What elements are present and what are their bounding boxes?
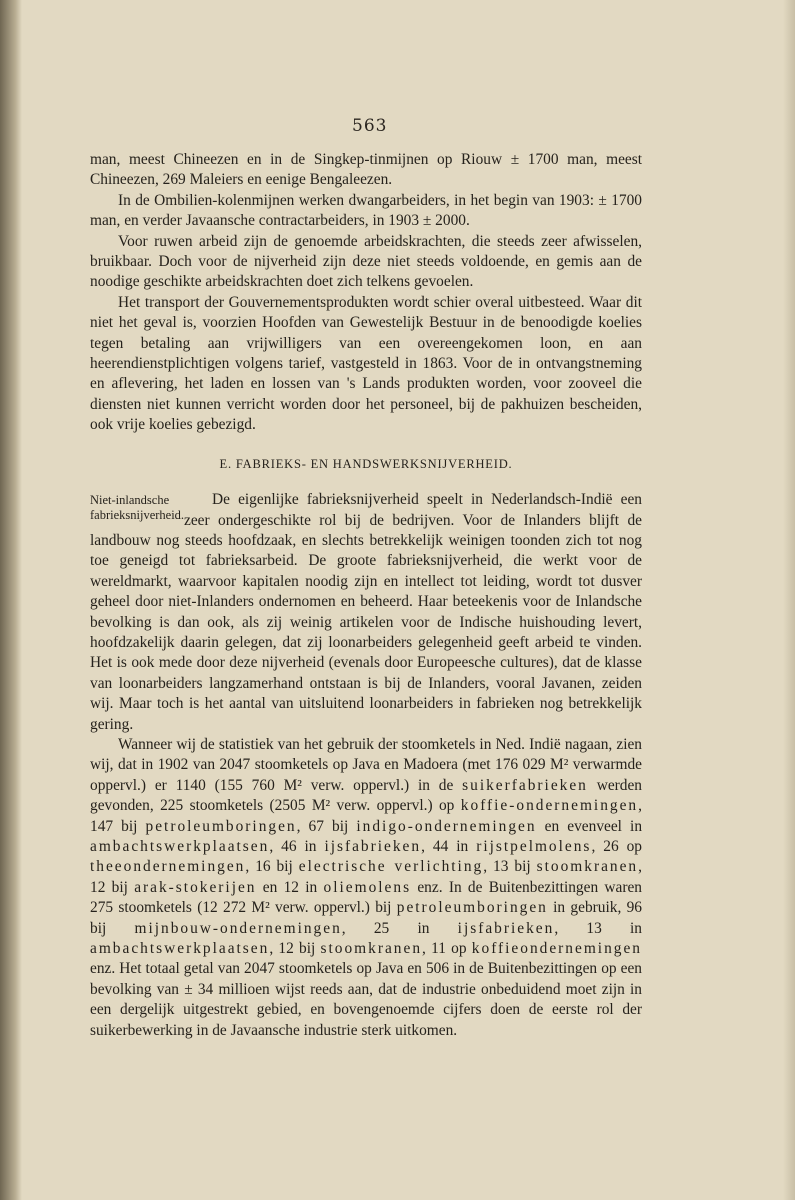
emphasised-term: arak-stokerijen xyxy=(134,878,257,896)
margin-note: Niet-inlandsche fabrieksnijverheid. xyxy=(90,493,185,523)
emphasised-term: indigo-ondernemingen xyxy=(356,817,537,835)
emphasised-term: ambachtswerkplaatsen xyxy=(90,838,270,855)
emphasised-term: koffie-ondernemingen xyxy=(460,797,639,815)
text-run: en evenveel in xyxy=(536,817,643,835)
emphasised-term: electrische verlichting xyxy=(298,858,484,876)
emphasised-term: oliemolens xyxy=(323,878,412,896)
text-run: , 12 bij xyxy=(90,858,642,896)
text-run: enz. In de Buitenbezittingen waren 275 stoomketels (12 272 M² verw. oppervl.) bij xyxy=(90,878,643,917)
text-run: en 12 in xyxy=(256,878,324,896)
emphasised-term: mijnbouw-ondernemingen xyxy=(134,919,342,937)
emphasised-term: stoomkranen xyxy=(320,940,423,958)
emphasised-term: rijstpelmolens xyxy=(476,838,592,855)
emphasised-term: ijsfabrieken xyxy=(457,919,555,937)
emphasised-term: petroleumboringen xyxy=(145,817,297,835)
text-run: werden gevonden, 225 stoomketels (2505 M² verw. oppervl.) op xyxy=(90,776,642,815)
emphasised-term: suikerfabrieken xyxy=(462,776,588,794)
page-binding-shadow xyxy=(0,0,22,1200)
section-paragraph-1: De eigenlijke fabrieksnijverheid speelt in Nederlandsch-Indië een zeer ondergeschikte rol bij de bedrijven. Voor de Inlanders blijft de landbouw nog steeds hoofdzaak, en slechts betrekkelijk weinigen toonden zich tot nog toe geneigd tot fabrieksarbeid. De groote fabrieksnijverheid, die werkt voor de wereldmarkt, waarvoor kapitalen noodig zijn en intellect tot leiding, wordt tot dusver geheel door niet-Inlanders ondernomen en beheerd. Haar beteekenis voor de Inlandsche bevolking is dan ook, als zij weinig artikelen voor de Indische huishouding levert, hoofdzakelijk daarin gelegen, dat zij loonarbeiders gelegenheid geeft arbeid te vinden. Het is ook mede door deze nijverheid (evenals door Europeesche cultures), dat de klasse van loonarbeiders langzamerhand ontstaan is bij de Inlanders, vooral Javanen, zeiden wij. Maar toch is het aantal van uitsluitend loonarbeiders in fabrieken nog betrekkelijk gering. xyxy=(90,491,642,733)
text-run: , 16 bij xyxy=(245,858,299,876)
paragraph-4: Het transport der Gouvernementsprodukten wordt schier overal uitbesteed. Waar dit niet het geval is, voorzien Hoofden van Gewestelijk Bestuur in de benoodigde koelies tegen betaling aan vrijwilligers van een overeengekomen loon, en aan heerendienstplichtigen volgens tarief, vastgesteld in 1863. Voor de in ontvangstneming en aflevering, het laden en lossen van 's Lands produkten worden, voor zooveel die diensten niet kunnen verricht worden door het personeel, bij de pakhuizen bescheiden, ook vrije koelies gebezigd. xyxy=(90,293,642,434)
text-run: , 46 in xyxy=(269,838,325,855)
emphasised-term: ambachtswerkplaatsen xyxy=(90,940,270,958)
text-run: , 13 in xyxy=(554,919,642,937)
text-run: enz. Het totaal getal van 2047 stoomketels op Java en 506 in de Buitenbezittingen op een bevolking van ± 34 millioen wijst reeds aan, dat de industrie onbeduidend moet zijn in een dergelijk uitgestrekt gebied, en bovengenoemde cijfers doen de eerste rol der suikerbewerking in de Javaansche industrie sterk uitkomen. xyxy=(90,960,642,1039)
page-edge xyxy=(783,0,795,1200)
text-run: , 44 in xyxy=(421,838,477,855)
paragraph-2: In de Ombilien-kolenmijnen werken dwangarbeiders, in het begin van 1903: ± 1700 man, en verder Javaansche contractarbeiders, in 1903 ± 2000. xyxy=(90,191,642,230)
text-run: , 11 op xyxy=(422,940,472,958)
emphasised-term: petroleumboringen xyxy=(396,899,548,917)
text-run: , 12 bij xyxy=(269,940,321,958)
emphasised-term: stoomkranen xyxy=(536,858,639,876)
body-text xyxy=(90,150,642,1041)
emphasised-term: ijsfabrieken xyxy=(324,838,422,855)
paragraph-3: Voor ruwen arbeid zijn de genoemde arbeidskrachten, die steeds zeer afwisselen, bruikbaar. Doch voor de nijverheid zijn deze niet steeds voldoende, en gemis aan de noodige geschikte arbeidskrachten doet zich telkens gevoelen. xyxy=(90,232,642,291)
emphasised-term: koffieondernemingen xyxy=(471,940,642,958)
text-run: in gebruik, 96 bij xyxy=(90,899,642,937)
text-run: , 26 op xyxy=(591,838,642,855)
text-run: , 13 bij xyxy=(483,858,537,876)
emphasised-term: theeondernemingen xyxy=(90,858,246,876)
section-heading: E. FABRIEKS- EN HANDSWERKSNIJVERHEID. xyxy=(219,456,513,471)
text-run: , 25 in xyxy=(341,919,458,937)
page-number: 563 xyxy=(352,116,388,136)
text-run: , 147 bij xyxy=(90,797,642,835)
paragraph-1: man, meest Chineezen en in de Singkep-tinmijnen op Riouw ± 1700 man, meest Chineezen, 269 Maleiers en eenige Bengaleezen. xyxy=(90,151,642,189)
text-run: , 67 bij xyxy=(296,817,357,835)
text-run: Wanneer wij de statistiek van het gebruik der stoomketels in Ned. Indië nagaan, zien wij, dat in 1902 van 2047 stoomketels op Java en Madoera (met 176 029 M² verwarmde oppervl.) er 1140 (155 760 M² verw. oppervl.) in de xyxy=(90,735,642,794)
section-paragraph-2 xyxy=(90,735,642,1041)
